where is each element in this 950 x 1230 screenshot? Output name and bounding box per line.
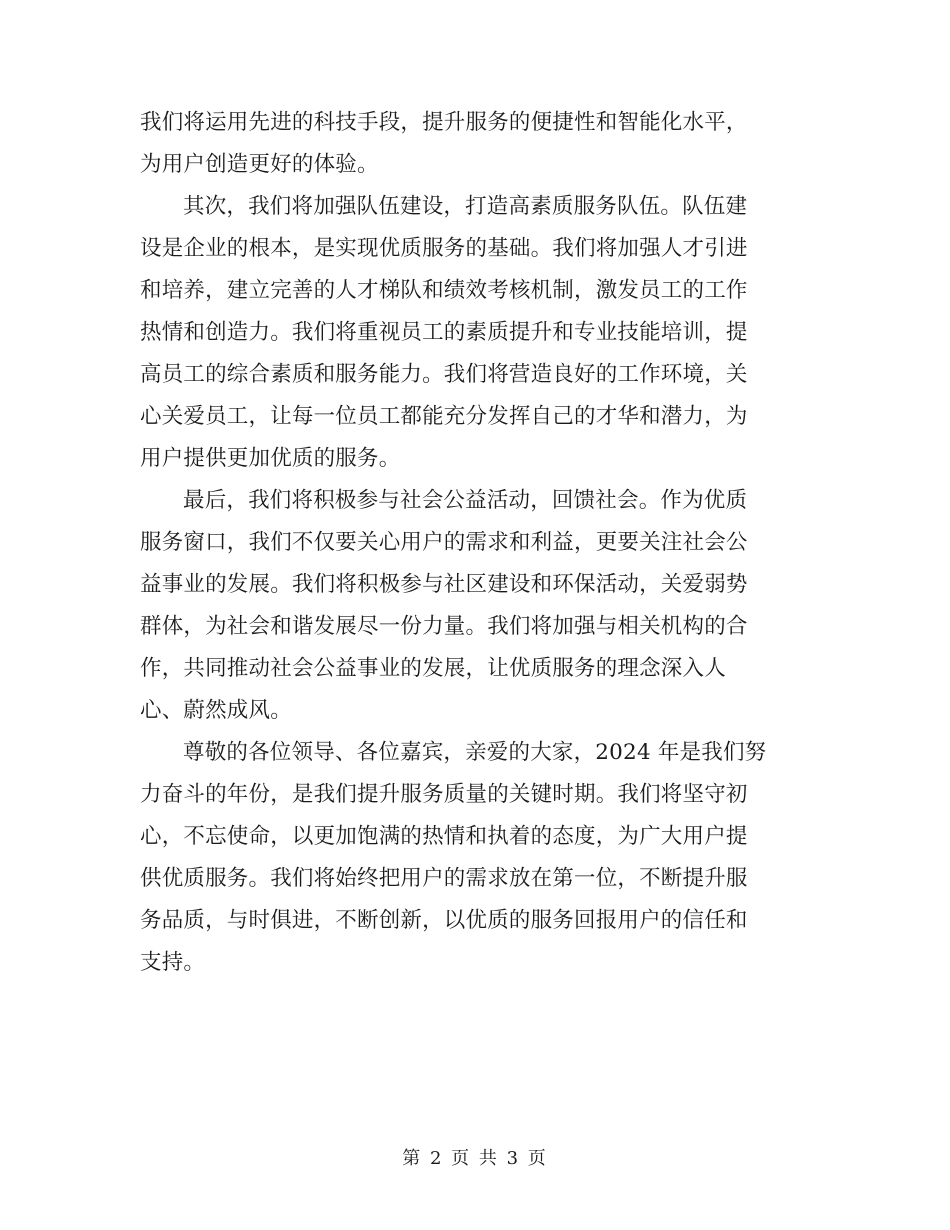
- paragraph-line: 设是企业的根本，是实现优质服务的基础。我们将加强人才引进: [140, 236, 748, 261]
- paragraph-line: 服务窗口，我们不仅要关心用户的需求和利益，更要关注社会公: [140, 530, 748, 555]
- paragraph-line: 其次，我们将加强队伍建设，打造高素质服务队伍。队伍建: [183, 194, 748, 219]
- paragraph-line: 高员工的综合素质和服务能力。我们将营造良好的工作环境，关: [140, 362, 748, 387]
- paragraph-line: 务品质，与时俱进，不断创新，以优质的服务回报用户的信任和: [140, 908, 748, 933]
- paragraph: [140, 186, 808, 480]
- paragraph-line: 热情和创造力。我们将重视员工的素质提升和专业技能培训，提: [140, 320, 748, 345]
- paragraph-line: 力奋斗的年份，是我们提升服务质量的关键时期。我们将坚守初: [140, 782, 748, 807]
- paragraph-line: 和培养，建立完善的人才梯队和绩效考核机制，激发员工的工作: [140, 278, 748, 303]
- paragraph: [140, 102, 808, 186]
- document-body: [140, 102, 808, 984]
- page-number-footer: 第 2 页 共 3 页: [402, 1148, 548, 1169]
- paragraph-line: 支持。: [140, 950, 206, 975]
- paragraph-line: 供优质服务。我们将始终把用户的需求放在第一位，不断提升服: [140, 866, 748, 891]
- paragraph-line: 心、蔚然成风。: [140, 698, 292, 723]
- paragraph-line: 用户提供更加优质的服务。: [140, 446, 401, 471]
- paragraph-line: 心关爱员工，让每一位员工都能充分发挥自己的才华和潜力，为: [140, 404, 748, 429]
- paragraph-line: 益事业的发展。我们将积极参与社区建设和环保活动，关爱弱势: [140, 572, 748, 597]
- paragraph-line: 群体，为社会和谐发展尽一份力量。我们将加强与相关机构的合: [140, 614, 748, 639]
- paragraph-line: 为用户创造更好的体验。: [140, 152, 379, 177]
- paragraph-line: 最后，我们将积极参与社会公益活动，回馈社会。作为优质: [183, 488, 748, 513]
- paragraph-line: 尊敬的各位领导、各位嘉宾，亲爱的大家，2024 年是我们努: [183, 740, 767, 765]
- paragraph: [140, 480, 808, 732]
- paragraph-line: 作，共同推动社会公益事业的发展，让优质服务的理念深入人: [140, 656, 726, 681]
- paragraph: [140, 732, 808, 984]
- paragraph-line: 我们将运用先进的科技手段，提升服务的便捷性和智能化水平，: [140, 110, 748, 135]
- paragraph-line: 心，不忘使命，以更加饱满的热情和执着的态度，为广大用户提: [140, 824, 748, 849]
